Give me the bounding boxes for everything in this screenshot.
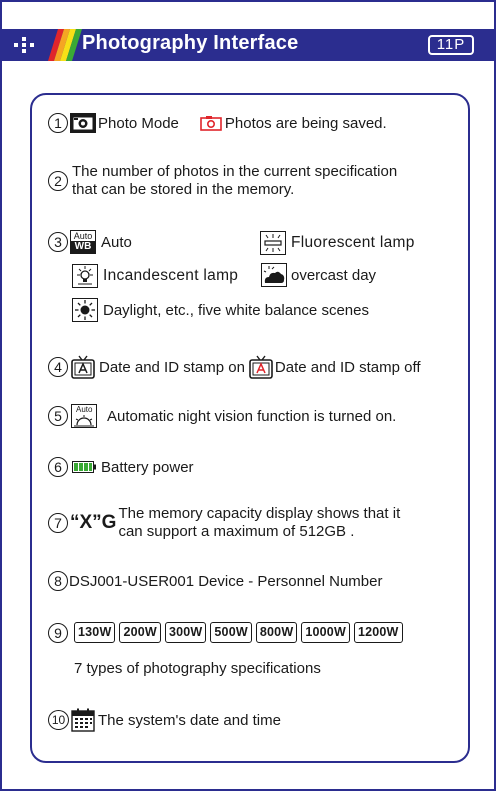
item-6-row bbox=[48, 457, 194, 477]
item-1-row bbox=[48, 112, 387, 134]
spec-800w: 800W bbox=[256, 622, 297, 643]
spec-200w: 200W bbox=[119, 622, 160, 643]
item-number: 8 bbox=[48, 571, 68, 591]
auto-wb-icon bbox=[70, 230, 96, 254]
wb-overcast bbox=[261, 263, 376, 287]
wb-daylight bbox=[72, 298, 369, 322]
item-5-row bbox=[48, 404, 396, 428]
item-10-row bbox=[48, 708, 281, 732]
spec-list bbox=[74, 622, 403, 643]
item-3-row bbox=[48, 230, 132, 254]
item-number: 2 bbox=[48, 171, 68, 191]
sun-icon bbox=[72, 298, 98, 322]
memory-capacity-symbol: “X”G bbox=[70, 512, 117, 533]
item-number: 1 bbox=[48, 113, 68, 133]
wb-fluorescent bbox=[260, 231, 415, 255]
auto-wb-icon-bottom: WB bbox=[71, 241, 95, 253]
saving-camera-icon bbox=[200, 115, 222, 131]
item-2-row bbox=[48, 163, 397, 199]
header-bar bbox=[2, 29, 494, 61]
rainbow-stripes-icon bbox=[48, 29, 82, 61]
fluorescent-lamp-icon bbox=[260, 231, 286, 255]
text-line: can support a maximum of 512GB . bbox=[118, 523, 355, 540]
photos-saving-label: Photos are being saved. bbox=[224, 114, 387, 132]
stamp-on-label: Date and ID stamp on bbox=[99, 358, 245, 376]
night-vision-label: Automatic night vision function is turned on. bbox=[107, 407, 397, 425]
item-number: 5 bbox=[48, 406, 68, 426]
stamp-on-icon bbox=[71, 355, 95, 379]
date-time-label: The system's date and time bbox=[98, 711, 281, 729]
spec-130w: 130W bbox=[74, 622, 115, 643]
spec-500w: 500W bbox=[210, 622, 251, 643]
device-personnel-label: DSJ001-USER001 Device - Personnel Number bbox=[69, 572, 383, 590]
item-number: 7 bbox=[48, 513, 68, 533]
spec-300w: 300W bbox=[165, 622, 206, 643]
battery-label: Battery power bbox=[101, 458, 194, 476]
item-7-text bbox=[118, 505, 400, 541]
text-line: The memory capacity display shows that it bbox=[118, 505, 401, 522]
item-8-row bbox=[48, 571, 382, 591]
night-vision-icon-label: Auto bbox=[76, 405, 93, 414]
battery-icon bbox=[72, 461, 96, 473]
spec-caption-row bbox=[74, 660, 321, 677]
item-4-row bbox=[48, 355, 421, 379]
spec-1000w: 1000W bbox=[301, 622, 350, 643]
item-number: 3 bbox=[48, 232, 68, 252]
photo-mode-label: Photo Mode bbox=[98, 114, 179, 132]
wb-auto-label: Auto bbox=[101, 233, 132, 251]
stamp-off-label: Date and ID stamp off bbox=[274, 358, 421, 376]
stamp-off-icon bbox=[249, 355, 273, 379]
text-line: that can be stored in the memory. bbox=[72, 181, 295, 198]
cloud-icon bbox=[261, 263, 287, 287]
page-number-badge: 11P bbox=[428, 35, 474, 55]
wb-fluorescent-label: Fluorescent lamp bbox=[291, 234, 415, 251]
spec-1200w: 1200W bbox=[354, 622, 403, 643]
item-7-row bbox=[48, 505, 400, 541]
item-number: 10 bbox=[48, 710, 69, 730]
wb-daylight-label: Daylight, etc., five white balance scenes bbox=[103, 301, 369, 319]
item-9-row bbox=[48, 622, 403, 643]
item-number: 4 bbox=[48, 357, 68, 377]
calendar-icon bbox=[71, 708, 95, 732]
incandescent-lamp-icon bbox=[72, 264, 98, 288]
item-number: 6 bbox=[48, 457, 68, 477]
wb-overcast-label: overcast day bbox=[291, 266, 377, 284]
text-line: The number of photos in the current specification bbox=[72, 163, 398, 180]
camera-icon bbox=[70, 112, 96, 134]
dpad-icon bbox=[14, 37, 34, 53]
auto-wb-icon-top: Auto bbox=[73, 231, 93, 241]
wb-incandescent bbox=[72, 264, 238, 288]
wb-incandescent-label: Incandescent lamp bbox=[103, 267, 239, 284]
item-2-text bbox=[72, 163, 397, 199]
page-title: Photography Interface bbox=[82, 32, 299, 54]
spec-caption: 7 types of photography specifications bbox=[74, 660, 321, 677]
night-vision-icon bbox=[71, 404, 97, 428]
item-number: 9 bbox=[48, 623, 68, 643]
